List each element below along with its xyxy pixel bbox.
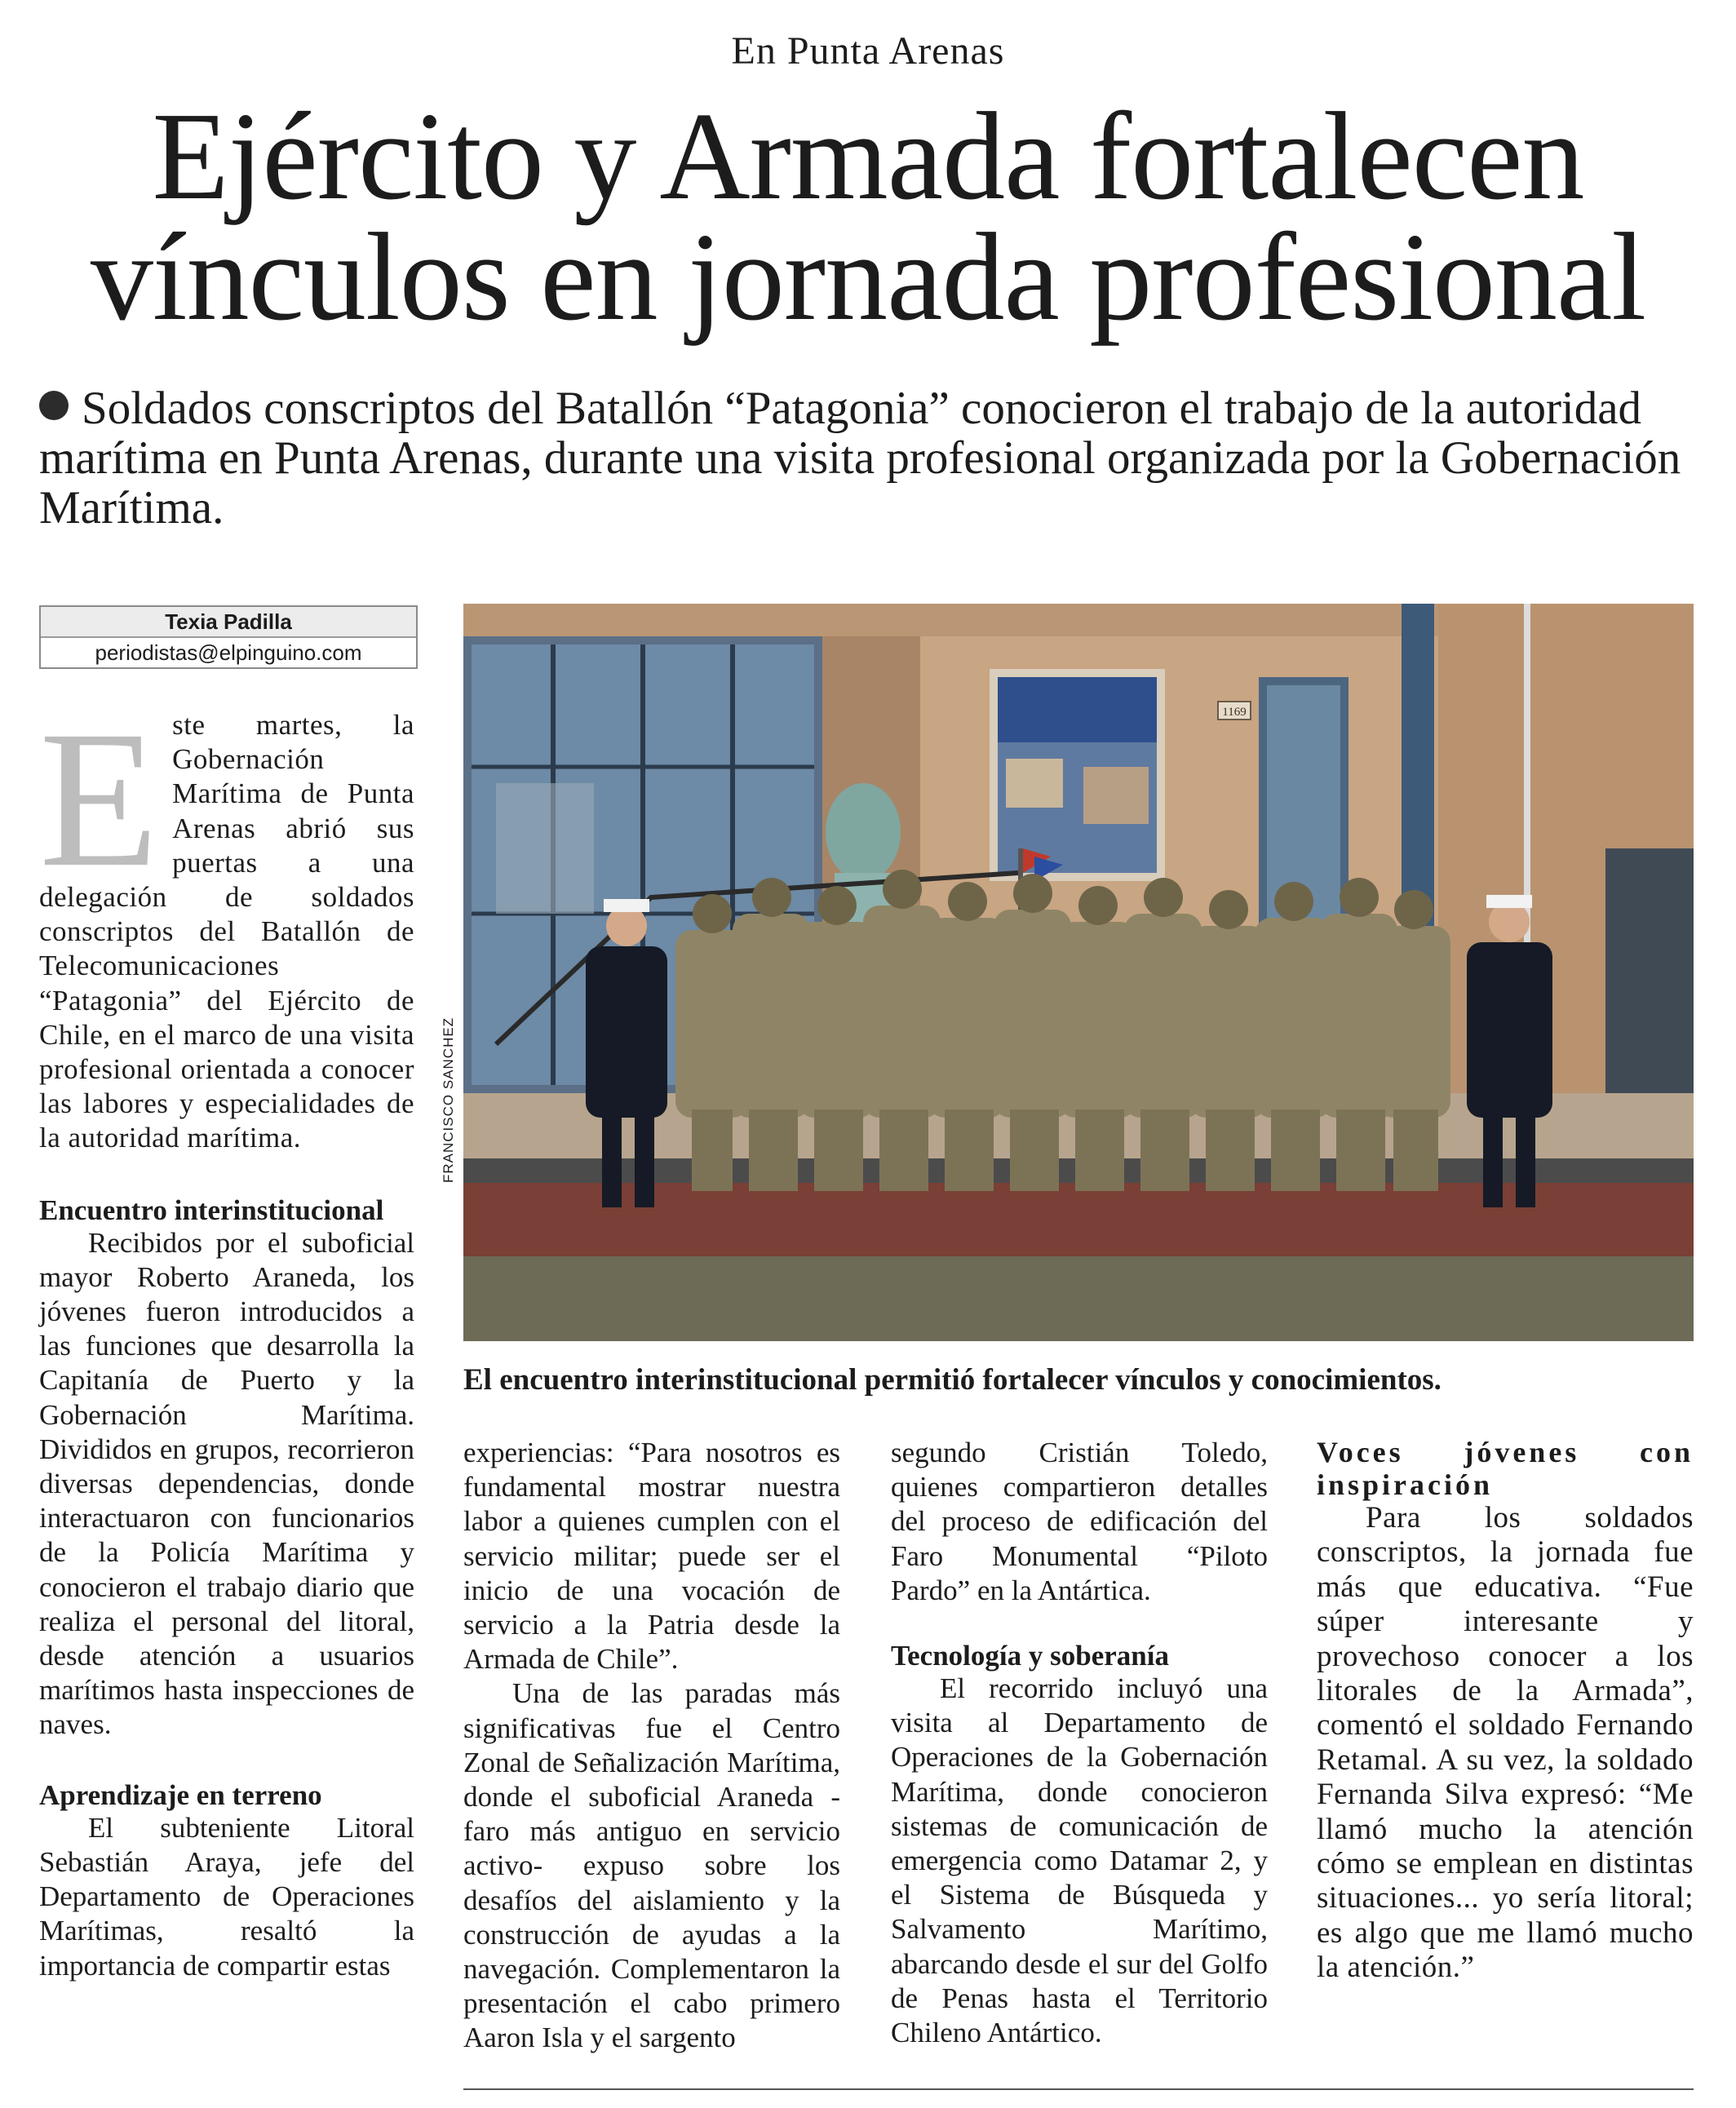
paragraph-tecnologia: El recorrido incluyó una visita al Departamento de Operaciones de la Gobernación Marítima, donde conocieron sistemas de comunicación de emergencia como Datamar 2, y el Sistema de Búsqueda y Salvamento Marítimo, abarcando desde el sur del Golfo de Penas hasta el Territorio Chileno Antártico. xyxy=(891,1672,1268,2049)
column-3 xyxy=(891,1436,1268,2050)
subheading-encuentro: Encuentro interinstitucional xyxy=(39,1194,384,1226)
photo-caption: El encuentro interinstitucional permitió fortalecer vínculos y conocimientos. xyxy=(463,1363,1442,1397)
bottom-rule xyxy=(463,2088,1694,2090)
headline-line-2: vínculos en jornada profesional xyxy=(90,208,1646,347)
kicker: En Punta Arenas xyxy=(731,29,1005,73)
deck xyxy=(39,383,1695,533)
intro-text: ste martes, la Gobernación Marítima de Punta Arenas abrió sus puertas a una delegación de soldados conscriptos del Batallón de Telecomunicaciones “Patagonia” del Ejército de Chile, en el marco de una visita profesional orientada a conocer las labores y especialidades de la autoridad marítima. xyxy=(39,709,414,1154)
paragraph-paradas: Una de las paradas más significativas fue el Centro Zonal de Señalización Marítima, donde el suboficial Araneda -faro más antiguo en servicio activo- expuso sobre los desafíos del aislamiento y la construcción de ayudas a la navegación. Complementaron la presentación el cabo primero Aaron Isla y el sargento xyxy=(463,1677,840,2054)
group-photo xyxy=(463,604,1694,1341)
column-1 xyxy=(39,690,414,1983)
author-email[interactable]: periodistas@elpinguino.com xyxy=(95,640,362,665)
headline xyxy=(0,87,1736,347)
paragraph-voces: Para los soldados conscriptos, la jornada fue más que educativa. “Fue súper interesante y provechoso conocer a los litorales de la Armada”, comentó el soldado Fernando Retamal. A su vez, la soldado Fernanda Silva expresó: “Me llamó mucho la atención cómo se emplean en distintas situaciones... yo sería litoral; es algo que me llamó mucho la atención.” xyxy=(1317,1501,1694,1985)
byline-box xyxy=(39,605,418,669)
building-number: 1169 xyxy=(1222,706,1247,719)
deck-text: Soldados conscriptos del Batallón “Patagonia” conocieron el trabajo de la autoridad marítima en Punta Arenas, durante una visita profesional organizada por la Gobernación Marítima. xyxy=(39,383,1681,534)
headline-line-1: Ejército y Armada fortalecen xyxy=(152,87,1584,226)
bullet-icon xyxy=(39,391,69,420)
paragraph-experiencias: experiencias: “Para nosotros es fundamental mostrar nuestra labor a quienes cumplen con el servicio militar; puede ser el inicio de una vocación de servicio a la Patria desde la Armada de Chile”. xyxy=(463,1437,840,1676)
intro-paragraph xyxy=(39,690,414,1156)
author-name: Texia Padilla xyxy=(41,607,416,638)
subheading-voces: Voces jóvenes con inspiración xyxy=(1317,1436,1694,1501)
column-2 xyxy=(463,1436,840,2056)
paragraph-aprendizaje: El subteniente Litoral Sebastián Araya, jefe del Departamento de Operaciones Marítimas, resaltó la importancia de compartir estas xyxy=(39,1811,414,1982)
subheading-aprendizaje: Aprendizaje en terreno xyxy=(39,1778,322,1811)
photo-credit: FRANCISCO SANCHEZ xyxy=(441,1016,456,1183)
subheading-tecnologia: Tecnología y soberanía xyxy=(891,1640,1169,1672)
paragraph-faro: segundo Cristián Toledo, quienes compartieron detalles del proceso de edificación del Faro Monumental “Piloto Pardo” en la Antártica. xyxy=(891,1437,1268,1606)
group-photo-illustration xyxy=(463,604,1694,1341)
drop-cap: E xyxy=(39,690,160,907)
column-4 xyxy=(1317,1436,1694,1986)
paragraph-encuentro: Recibidos por el suboficial mayor Roberto Araneda, los jóvenes fueron introducidos a las funciones que desarrolla la Capitanía de Puerto y la Gobernación Marítima. Divididos en grupos, recorrieron diversas dependencias, donde interactuaron con funcionarios de la Policía Marítima y conocieron el trabajo diario que realiza el personal del litoral, desde atención a usuarios marítimos hasta inspecciones de naves. xyxy=(39,1226,414,1741)
